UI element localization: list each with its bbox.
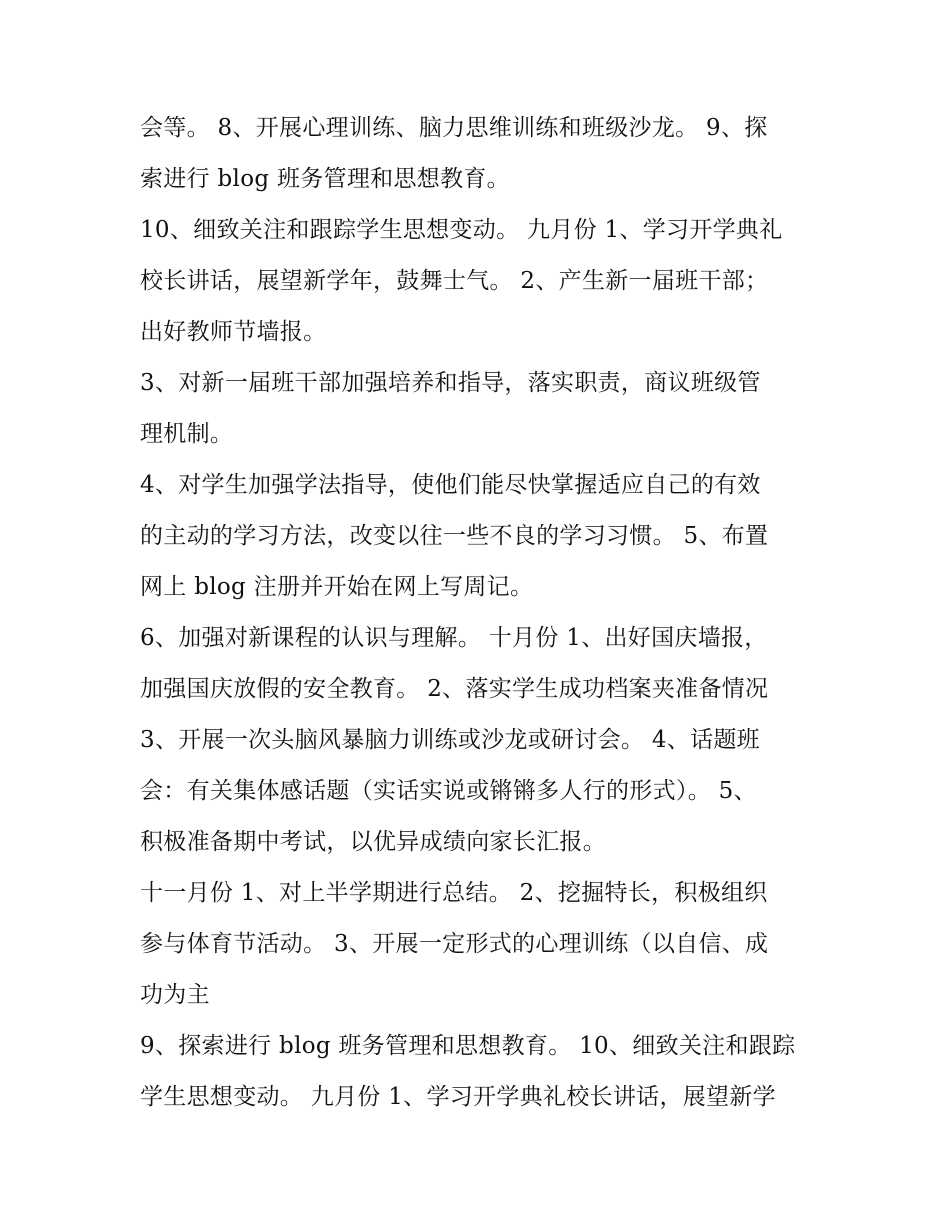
text-line: 参与体育节活动。 3、开展一定形式的心理训练（以自信、成 — [140, 931, 769, 957]
text-line: 出好教师节墙报。 — [140, 319, 327, 345]
text-line: 3、开展一次头脑风暴脑力训练或沙龙或研讨会。 4、话题班 — [140, 727, 760, 753]
text-line: 积极准备期中考试，以优异成绩向家长汇报。 — [140, 829, 606, 855]
text-line: 索进行 blog 班务管理和思想教育。 — [140, 166, 510, 192]
text-line: 3、对新一届班干部加强培养和指导，落实职责，商议班级管 — [140, 370, 761, 396]
text-line: 学生思想变动。 九月份 1、学习开学典礼校长讲话，展望新学 — [140, 1084, 776, 1110]
text-line: 校长讲话，展望新学年，鼓舞士气。 2、产生新一届班干部； — [140, 268, 769, 294]
text-line: 理机制。 — [140, 421, 234, 447]
document-body — [140, 103, 820, 1123]
text-line: 会：有关集体感话题（实话实说或锵锵多人行的形式）。 5、 — [140, 778, 757, 804]
text-line: 10、细致关注和跟踪学生思想变动。 九月份 1、学习开学典礼 — [140, 217, 783, 243]
text-line: 9、探索进行 blog 班务管理和思想教育。 10、细致关注和跟踪 — [140, 1033, 796, 1059]
text-line: 功为主 — [140, 982, 210, 1008]
text-line: 会等。 8、开展心理训练、脑力思维训练和班级沙龙。 9、探 — [140, 115, 768, 141]
text-line: 6、加强对新课程的认识与理解。 十月份 1、出好国庆墙报， — [140, 625, 768, 651]
text-line: 的主动的学习方法，改变以往一些不良的学习习惯。 5、布置 — [140, 523, 769, 549]
text-line: 网上 blog 注册并开始在网上写周记。 — [140, 574, 534, 600]
text-line: 加强国庆放假的安全教育。 2、落实学生成功档案夹准备情况 — [140, 676, 769, 702]
text-line: 4、对学生加强学法指导，使他们能尽快掌握适应自己的有效 — [140, 472, 761, 498]
text-line: 十一月份 1、对上半学期进行总结。 2、挖掘特长，积极组织 — [140, 880, 768, 906]
